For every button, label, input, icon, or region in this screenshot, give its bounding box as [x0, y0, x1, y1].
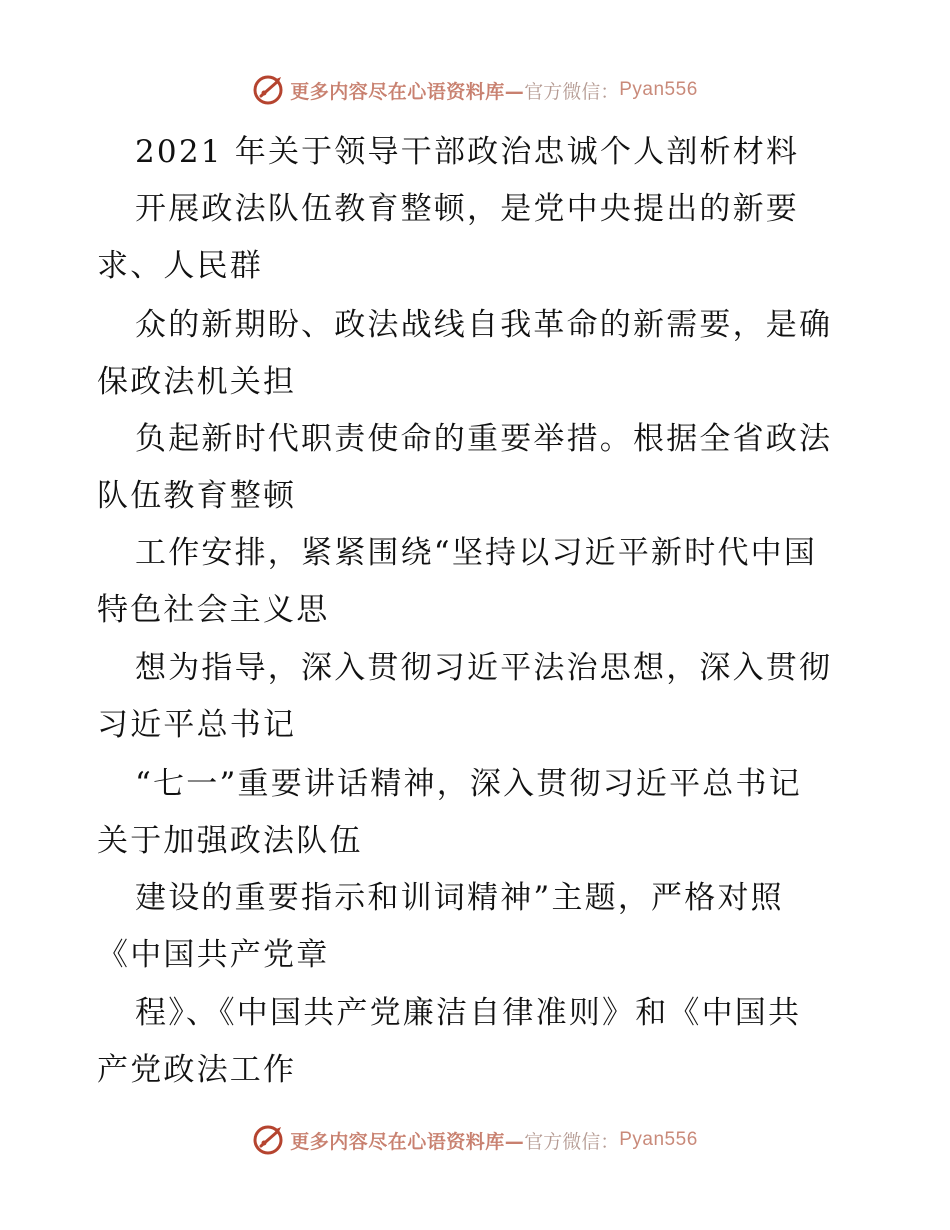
banner-wechat-label: 官方微信：: [524, 1130, 620, 1153]
paragraph-line: 求、人民群: [97, 248, 263, 284]
paragraph-line: 保政法机关担: [97, 364, 297, 400]
paragraph-line: 众的新期盼、政法战线自我革命的新需要，是确: [135, 307, 833, 343]
banner-wechat-handle: Pyan556: [619, 1129, 698, 1150]
paragraph-line: 特色社会主义思: [97, 592, 330, 628]
paragraph-line: 建设的重要指示和训词精神”主题，严格对照: [135, 880, 784, 916]
paragraph-line: 产党政法工作: [97, 1052, 297, 1088]
banner-slogan: 更多内容尽在心语资料库—: [290, 80, 525, 103]
paragraph-line: 程》、《中国共产党廉洁自律准则》和《中国共: [135, 995, 802, 1031]
banner-wechat-label: 官方微信：: [524, 80, 620, 103]
paragraph-line: 工作安排，紧紧围绕“坚持以习近平新时代中国: [135, 535, 818, 571]
banner-slogan: 更多内容尽在心语资料库—: [290, 1130, 525, 1153]
paragraph-line: 想为指导，深入贯彻习近平法治思想，深入贯彻: [135, 650, 833, 686]
paragraph-line: 习近平总书记: [97, 707, 297, 743]
brand-logo-icon: [252, 73, 286, 107]
footer-watermark-banner: [0, 1120, 950, 1160]
banner-wechat-handle: Pyan556: [619, 79, 698, 100]
paragraph-line: “七一”重要讲话精神，深入贯彻习近平总书记: [135, 766, 802, 802]
paragraph-line: 开展政法队伍教育整顿，是党中央提出的新要: [135, 191, 799, 227]
paragraph-line: 负起新时代职责使命的重要举措。根据全省政法: [135, 421, 833, 457]
header-watermark-banner: [0, 70, 950, 110]
document-title: 2021 年关于领导干部政治忠诚个人剖析材料: [135, 134, 800, 170]
paragraph-line: 关于加强政法队伍: [97, 823, 363, 859]
paragraph-line: 队伍教育整顿: [97, 478, 297, 514]
paragraph-line: 《中国共产党章: [97, 937, 330, 973]
brand-logo-icon: [252, 1123, 286, 1157]
